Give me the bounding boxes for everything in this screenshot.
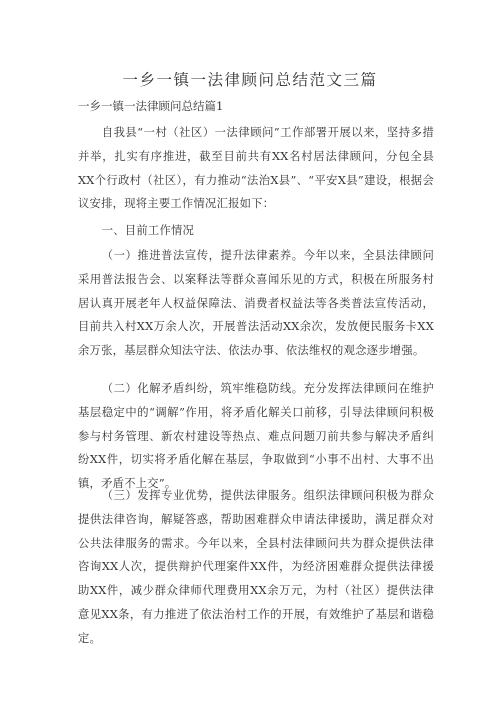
section-heading xyxy=(78,219,434,243)
section-heading-text: 一、目前工作情况 xyxy=(101,224,195,237)
paragraph-3-text: （三）发挥专业优势，提供法律服务。组织法律顾问积极为群众提供法律咨询，解疑答惑，帮助困难群众申请法律援助，满足群众对公共法律服务的需求。今年以来，全县村法律顾问共为群众提供法律咨询XX人次，提供辩护代理案件XX件，为经济困难群众提供法律援助XX件，减少群众律师代理费用XX余万元，为村（社区）提供法律意见XX条，有力推进了依法治村工作的开展，有效维护了基层和谐稳定。 xyxy=(78,489,434,645)
intro-text: 自我县“一村（社区）一法律顾问”工作部署开展以来，坚持多措并举，扎实有序推进，截至目前共有XX名村居法律顾问，分包全县XX个行政村（社区），有力推动“法治X县”、“平安X县”建设，根据会议安排，现将主要工作情况汇报如下： xyxy=(78,126,434,211)
paragraph-2-text: （二）化解矛盾纠纷，筑牢维稳防线。充分发挥法律顾问在维护基层稳定中的“调解”作用，将矛盾化解关口前移，引导法律顾问积极参与村务管理、新农村建设等热点、难点问题刀前共参与解决矛盾纠纷XX件，切实将矛盾化解在基层，争取做到“小事不出村、大事不出镇，矛盾不上交”。 xyxy=(78,382,434,491)
document-title: 一乡一镇一法律顾问总结范文三篇 xyxy=(122,71,378,89)
paragraph-legal-services xyxy=(78,484,434,651)
document-subtitle: 一乡一镇一法律顾问总结篇1 xyxy=(78,99,224,113)
paragraph-dispute-resolution xyxy=(78,377,434,496)
intro-paragraph xyxy=(78,121,434,216)
paragraph-1-text: （一）推进普法宣传，提升法律素养。今年以来，全县法律顾问采用普法报告会、以案释法等群众喜闻乐见的方式，积极在所服务村居认真开展老年人权益保障法、消费者权益法等各类普法宣传活动，目前共入村XX万余人次，开展普法活动XX余次，发放便民服务卡XX余万张，基层群众知法守法、依法办事、依法维权的观念逐步增强。 xyxy=(78,249,434,358)
paragraph-legal-education xyxy=(78,244,434,363)
